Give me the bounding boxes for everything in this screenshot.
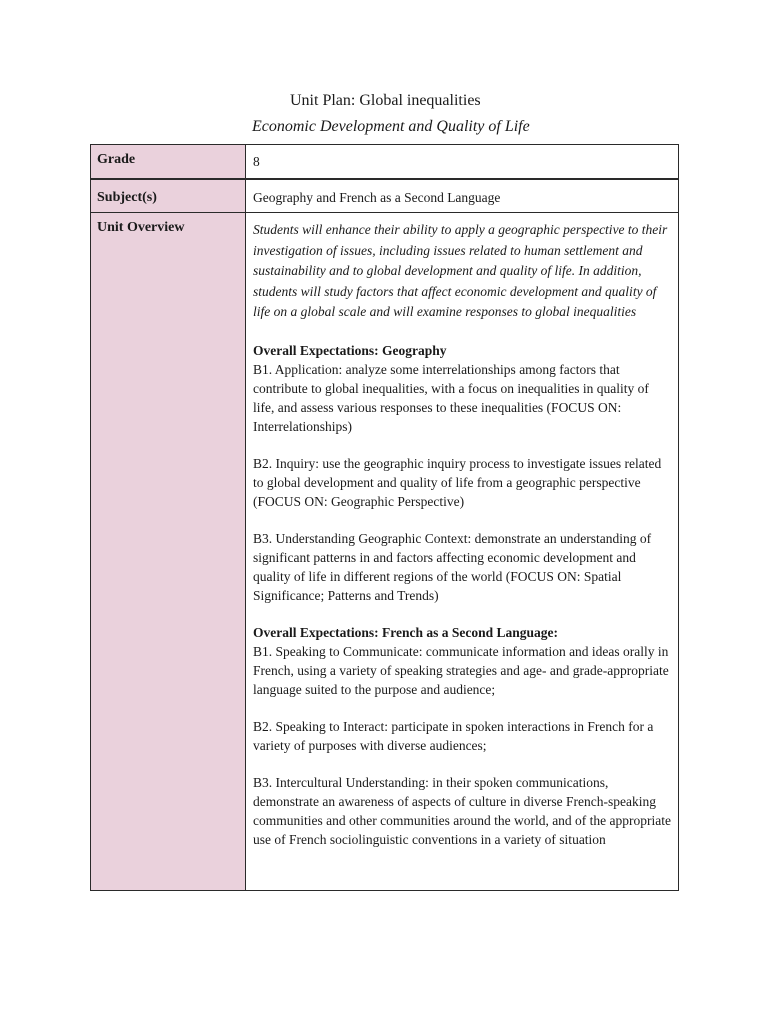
french-expectation-b3: B3. Intercultural Understanding: in their spoken communications, demonstrate an awareness of aspects of culture in diverse French-speaking communities and other communities around the world, and of the appropriate use of French sociolinguistic conventions in a variety of situation [253, 774, 672, 847]
table-row-overview [91, 213, 679, 891]
overview-content [246, 213, 679, 891]
table-row-grade [91, 145, 679, 179]
unit-plan-table [90, 144, 679, 891]
geography-expectation-b3: B3. Understanding Geographic Context: demonstrate an understanding of significant patterns in and factors affecting economic development and quality of life in different regions of the world (FOCUS ON: Spatial Significance; Patterns and Trends) [253, 530, 652, 603]
french-expectation-b2: B2. Speaking to Interact: participate in spoken interactions in French for a variety of purposes with diverse audiences; [253, 718, 654, 753]
geography-expectation-b1: B1. Application: analyze some interrelationships among factors that contribute to global inequalities, with a focus on inequalities in quality of life, and assess various responses to these inequalities (FOCUS ON: Interrelationships) [253, 361, 649, 434]
overview-label: Unit Overview [91, 213, 246, 891]
table-row-subject [91, 179, 679, 213]
page-title: Unit Plan: Global inequalities [290, 92, 481, 109]
french-expectations-heading: Overall Expectations: French as a Second Language: [253, 624, 558, 640]
page-subtitle: Economic Development and Quality of Life [252, 118, 530, 135]
geography-expectations-heading: Overall Expectations: Geography [253, 342, 447, 358]
overview-intro: Students will enhance their ability to apply a geographic perspective to their investigation of issues, including issues related to human settlement and sustainability and to global development and quality of life. In addition, students will study factors that affect economic development and quality of life on a global scale and will examine responses to global inequalities [253, 222, 668, 319]
geography-expectation-b2: B2. Inquiry: use the geographic inquiry process to investigate issues related to global development and quality of life from a geographic perspective (FOCUS ON: Geographic Perspective) [253, 455, 662, 509]
subject-label: Subject(s) [91, 179, 246, 213]
grade-value: 8 [246, 145, 679, 179]
french-expectation-b1: B1. Speaking to Communicate: communicate information and ideas orally in French, using a variety of speaking strategies and age- and grade-appropriate language suited to the purpose and audience; [253, 643, 669, 697]
subject-value: Geography and French as a Second Language [246, 179, 679, 213]
grade-label: Grade [91, 145, 246, 179]
